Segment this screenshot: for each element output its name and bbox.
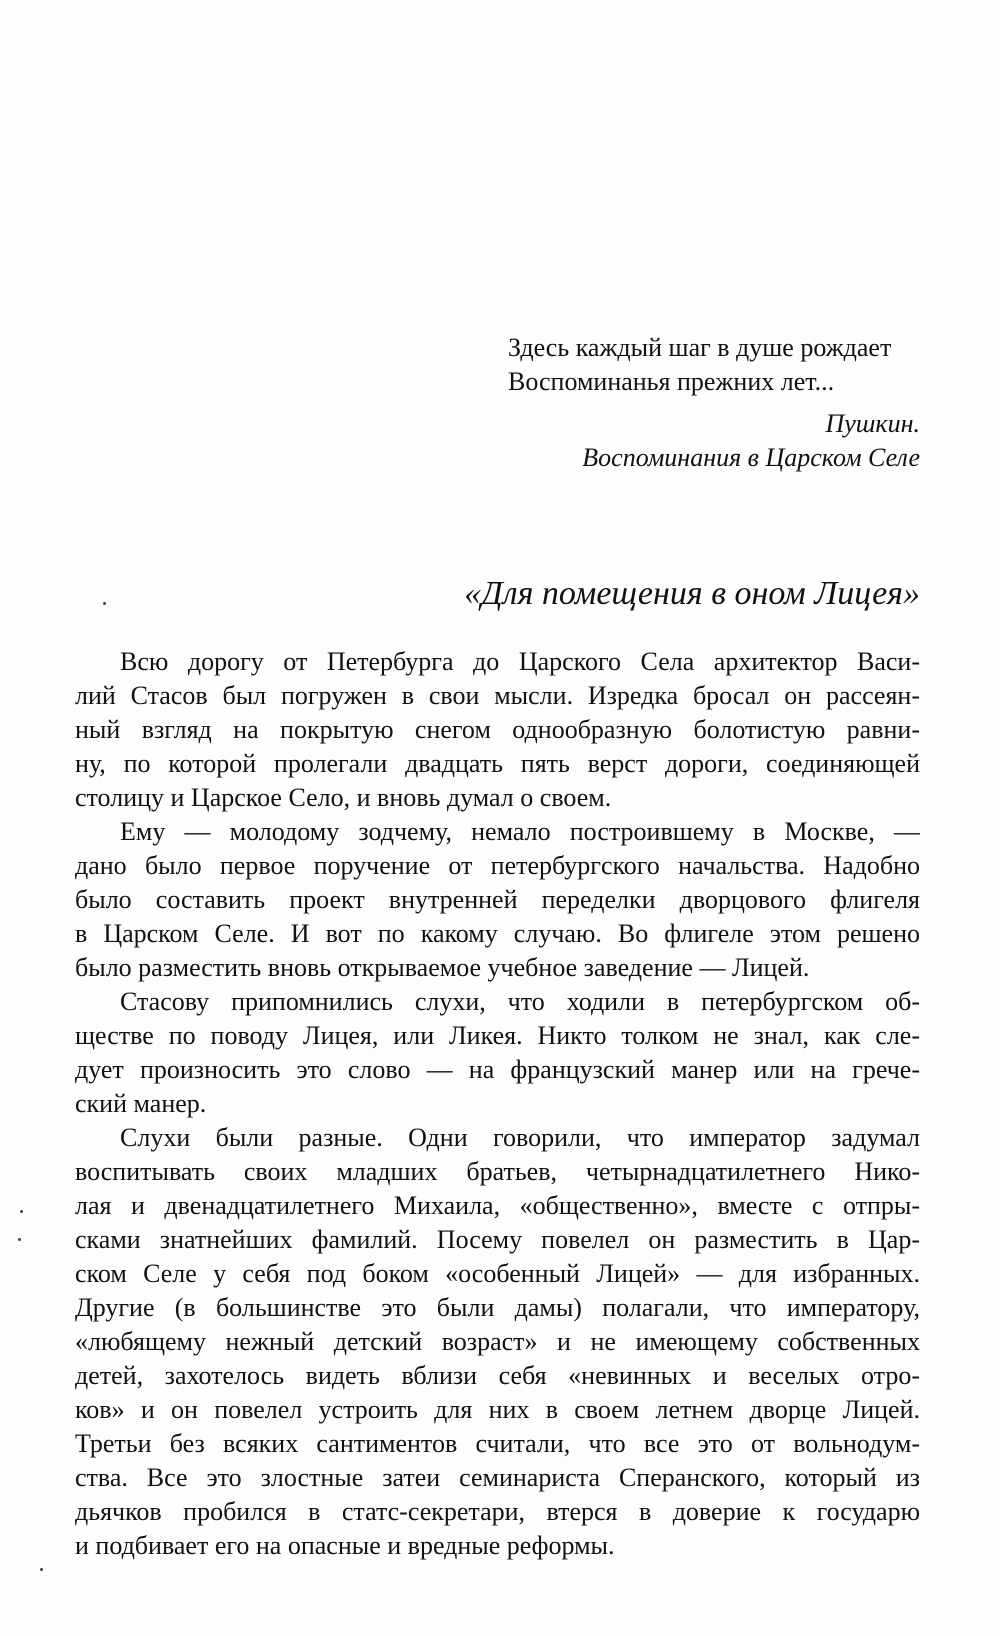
paragraph — [75, 645, 920, 815]
text-line: Ему — молодому зодчему, немало построившему в Москве, — — [120, 817, 920, 846]
text-line: ков» и он повелел устроить для них в своем летнем дворце Лицей. — [75, 1395, 920, 1424]
text-line: дьячков пробился в статс-секретари, втерся в доверие к государю — [75, 1497, 920, 1526]
scan-speck — [103, 602, 106, 605]
text-line: воспитывать своих младших братьев, четырнадцатилетнего Нико- — [75, 1157, 920, 1186]
paragraph — [75, 815, 920, 985]
text-line: лая и двенадцатилетнего Михаила, «общественно», вместе с отпры- — [75, 1191, 920, 1220]
epigraph-line: Воспоминанья прежних лет... — [508, 367, 835, 396]
text-line: дано было первое поручение от петербургского начальства. Надобно — [75, 851, 920, 880]
epigraph-source: Воспоминания в Царском Селе — [582, 443, 920, 472]
epigraph-line: Здесь каждый шаг в душе рождает — [508, 333, 892, 362]
text-line: в Царском Селе. И вот по какому случаю. Во флигеле этом решено — [75, 919, 920, 948]
text-line: и подбивает его на опасные и вредные реформы. — [75, 1531, 615, 1560]
text-line: сками знатнейших фамилий. Посему повелел он разместить в Цар- — [75, 1225, 920, 1254]
text-line: ный взгляд на покрытую снегом однообразную болотистую равни- — [75, 715, 920, 744]
paragraph — [75, 985, 920, 1121]
text-line: Слухи были разные. Одни говорили, что император задумал — [120, 1123, 920, 1152]
epigraph — [508, 331, 920, 475]
text-line: столицу и Царское Село, и вновь думал о своем. — [75, 783, 612, 812]
text-line: Третьи без всяких сантиментов считали, что все это от вольнодум- — [75, 1429, 920, 1458]
text-line: детей, захотелось видеть вблизи себя «невинных и веселых отро- — [75, 1361, 920, 1390]
text-line: ства. Все это злостные затеи семинариста Сперанского, который из — [75, 1463, 920, 1492]
text-line: Стасову припомнились слухи, что ходили в петербургском об- — [120, 987, 920, 1016]
scan-speck — [20, 1210, 23, 1213]
scan-speck — [18, 1238, 21, 1241]
text-line: «любящему нежный детский возраст» и не имеющему собственных — [75, 1327, 920, 1356]
text-line: было разместить вновь открываемое учебное заведение — Лицей. — [75, 953, 810, 982]
text-line: ществе по поводу Лицея, или Ликея. Никто толком не знал, как сле- — [75, 1021, 920, 1050]
text-line: лий Стасов был погружен в свои мысли. Изредка бросал он рассеян- — [75, 681, 920, 710]
text-line: ском Селе у себя под боком «особенный Лицей» — для избранных. — [75, 1259, 920, 1288]
text-line: Всю дорогу от Петербурга до Царского Села архитектор Васи- — [120, 647, 920, 676]
epigraph-author: Пушкин. — [825, 409, 920, 438]
chapter-title: «Для помещения в оном Лицея» — [464, 575, 920, 612]
text-line: дует произносить это слово — на французский манер или на грече- — [75, 1055, 920, 1084]
text-line: было составить проект внутренней переделки дворцового флигеля — [75, 885, 920, 914]
text-line: ский манер. — [75, 1089, 207, 1118]
scan-speck — [40, 1568, 43, 1571]
text-line: Другие (в большинстве это были дамы) полагали, что императору, — [75, 1293, 920, 1322]
text-line: ну, по которой пролегали двадцать пять верст дороги, соединяющей — [75, 749, 920, 778]
body-text — [75, 645, 920, 1563]
paragraph — [75, 1121, 920, 1563]
